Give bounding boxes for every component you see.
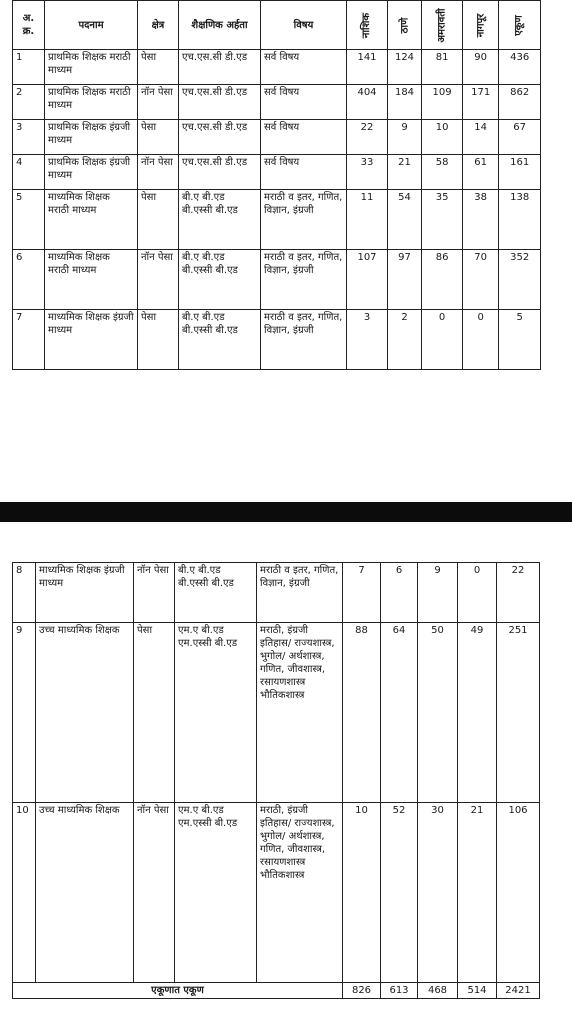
cell-total: 251 [497,623,540,803]
cell-subject: मराठी व इतर, गणित, विज्ञान, इंग्रजी [261,250,347,310]
cell-amravati: 35 [422,190,463,250]
table-row [13,250,541,310]
cell-amravati: 10 [422,120,463,155]
cell-thane: 6 [381,563,418,623]
cell-area: नॉन पेसा [138,250,179,310]
cell-amravati: 58 [422,155,463,190]
cell-amravati: 50 [418,623,458,803]
vacancy-table-bottom [12,562,540,999]
cell-nagpur: 49 [458,623,497,803]
page-bottom-sheet [0,522,572,1024]
cell-sr: 5 [13,190,45,250]
vacancy-table-top [12,0,541,370]
cell-amravati: 86 [422,250,463,310]
cell-thane: 9 [388,120,422,155]
cell-area: नॉन पेसा [134,563,175,623]
cell-total: 352 [499,250,541,310]
cell-post: प्राथमिक शिक्षक मराठी माध्यम [45,85,138,120]
table-row [13,563,540,623]
col-qualification: शैक्षणिक अर्हता [179,1,261,50]
cell-subject: मराठी व इतर, गणित, विज्ञान, इंग्रजी [261,310,347,370]
cell-area: नॉन पेसा [134,803,175,983]
cell-amravati: 9 [418,563,458,623]
cell-qualification: बी.ए बी.एड बी.एस्सी बी.एड [179,250,261,310]
col-thane: ठाणे [388,1,422,50]
table-header-row [13,1,541,50]
page-separator [0,502,572,522]
grand-total-thane: 613 [381,983,418,999]
cell-area: पेसा [138,120,179,155]
cell-nagpur: 14 [463,120,499,155]
cell-subject: सर्व विषय [261,155,347,190]
cell-qualification: एम.ए बी.एड एम.एस्सी बी.एड [175,623,257,803]
cell-subject: मराठी, इंग्रजी इतिहास/ राज्यशास्त्र, भुगोल/ अर्थशास्त्र, गणित, जीवशास्त्र, रसायणशास्त्र भौतिकशास्त्र [257,623,343,803]
table-row [13,190,541,250]
col-post: पदनाम [45,1,138,50]
cell-area: नॉन पेसा [138,155,179,190]
cell-thane: 97 [388,250,422,310]
cell-nagpur: 70 [463,250,499,310]
cell-nashik: 141 [347,50,388,85]
cell-thane: 124 [388,50,422,85]
cell-nagpur: 21 [458,803,497,983]
grand-total-row [13,983,540,999]
col-area: क्षेत्र [138,1,179,50]
cell-total: 138 [499,190,541,250]
grand-total-label: एकूणात एकूण [13,983,343,999]
col-total: एकूण [499,1,541,50]
cell-nashik: 22 [347,120,388,155]
cell-sr: 2 [13,85,45,120]
cell-nagpur: 38 [463,190,499,250]
cell-sr: 3 [13,120,45,155]
col-amravati: अमरावती [422,1,463,50]
cell-nagpur: 90 [463,50,499,85]
cell-nashik: 33 [347,155,388,190]
table-row [13,85,541,120]
cell-area: पेसा [134,623,175,803]
cell-post: प्राथमिक शिक्षक इंग्रजी माध्यम [45,120,138,155]
cell-thane: 54 [388,190,422,250]
table-row [13,623,540,803]
grand-total-nagpur: 514 [458,983,497,999]
cell-nashik: 404 [347,85,388,120]
cell-total: 862 [499,85,541,120]
col-sr: अ. क्र. [13,1,45,50]
col-nagpur: नागपूर [463,1,499,50]
grand-total-all: 2421 [497,983,540,999]
page-top-sheet [0,0,572,440]
cell-sr: 9 [13,623,36,803]
cell-nashik: 7 [343,563,381,623]
cell-nagpur: 61 [463,155,499,190]
cell-total: 436 [499,50,541,85]
cell-post: उच्च माध्यमिक शिक्षक [36,623,134,803]
col-subject: विषय [261,1,347,50]
cell-post: प्राथमिक शिक्षक मराठी माध्यम [45,50,138,85]
cell-total: 5 [499,310,541,370]
cell-sr: 4 [13,155,45,190]
col-nashik: नाशिक [347,1,388,50]
cell-amravati: 109 [422,85,463,120]
cell-thane: 52 [381,803,418,983]
cell-nagpur: 0 [458,563,497,623]
cell-sr: 8 [13,563,36,623]
cell-post: माध्यमिक शिक्षक मराठी माध्यम [45,250,138,310]
grand-total-amravati: 468 [418,983,458,999]
cell-thane: 2 [388,310,422,370]
cell-total: 67 [499,120,541,155]
cell-subject: मराठी, इंग्रजी इतिहास/ राज्यशास्त्र, भुगोल/ अर्थशास्त्र, गणित, जीवशास्त्र, रसायणशास्त्र भौतिकशास्त्र [257,803,343,983]
cell-subject: सर्व विषय [261,50,347,85]
cell-post: प्राथमिक शिक्षक इंग्रजी माध्यम [45,155,138,190]
cell-nashik: 11 [347,190,388,250]
cell-post: उच्च माध्यमिक शिक्षक [36,803,134,983]
cell-amravati: 0 [422,310,463,370]
cell-subject: मराठी व इतर, गणित, विज्ञान, इंग्रजी [257,563,343,623]
cell-thane: 64 [381,623,418,803]
cell-subject: मराठी व इतर, गणित, विज्ञान, इंग्रजी [261,190,347,250]
table-row [13,50,541,85]
cell-qualification: एच.एस.सी डी.एड [179,50,261,85]
cell-amravati: 30 [418,803,458,983]
table-row [13,803,540,983]
cell-sr: 10 [13,803,36,983]
cell-post: माध्यमिक शिक्षक मराठी माध्यम [45,190,138,250]
cell-total: 22 [497,563,540,623]
cell-post: माध्यमिक शिक्षक इंग्रजी माध्यम [36,563,134,623]
cell-post: माध्यमिक शिक्षक इंग्रजी माध्यम [45,310,138,370]
cell-sr: 7 [13,310,45,370]
cell-area: पेसा [138,310,179,370]
cell-sr: 6 [13,250,45,310]
table-row [13,155,541,190]
cell-thane: 21 [388,155,422,190]
cell-qualification: बी.ए बी.एड बी.एस्सी बी.एड [175,563,257,623]
cell-qualification: एच.एस.सी डी.एड [179,155,261,190]
cell-total: 161 [499,155,541,190]
cell-area: पेसा [138,50,179,85]
cell-qualification: बी.ए बी.एड बी.एस्सी बी.एड [179,310,261,370]
cell-qualification: एम.ए बी.एड एम.एस्सी बी.एड [175,803,257,983]
cell-qualification: बी.ए बी.एड बी.एस्सी बी.एड [179,190,261,250]
cell-nagpur: 171 [463,85,499,120]
cell-nashik: 3 [347,310,388,370]
grand-total-nashik: 826 [343,983,381,999]
cell-area: पेसा [138,190,179,250]
cell-nashik: 107 [347,250,388,310]
cell-nashik: 10 [343,803,381,983]
cell-subject: सर्व विषय [261,85,347,120]
cell-subject: सर्व विषय [261,120,347,155]
cell-sr: 1 [13,50,45,85]
table-row [13,120,541,155]
cell-nagpur: 0 [463,310,499,370]
cell-area: नॉन पेसा [138,85,179,120]
cell-qualification: एच.एस.सी डी.एड [179,120,261,155]
cell-thane: 184 [388,85,422,120]
cell-nashik: 88 [343,623,381,803]
cell-total: 106 [497,803,540,983]
cell-qualification: एच.एस.सी डी.एड [179,85,261,120]
cell-amravati: 81 [422,50,463,85]
table-row [13,310,541,370]
